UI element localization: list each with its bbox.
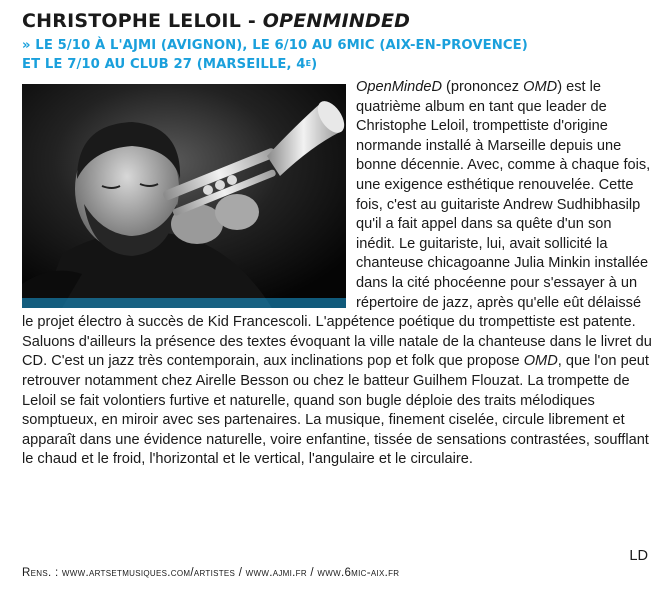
trumpeter-photo-illustration (22, 84, 346, 308)
body-text-1: (prononcez (442, 79, 524, 95)
concert-dates (22, 36, 652, 74)
dates-line-2-main: ET LE 7/10 AU CLUB 27 (MARSEILLE, 4 (22, 57, 306, 72)
article-headline (22, 8, 652, 34)
article (22, 8, 652, 470)
body-text-2: ) est le quatrième album en tant que leader de Christophe Leloil, trompettiste d'origine normande installé à Marseille depuis une bonne décennie. Avec, comme à chaque fois, une exigence esthétique renouvelée. Cette fois, c'est au guitariste Andrew Sudhibhasilp qu'il a fait appel dans sa quête d'un son inédit. Le guitariste, lui, avait sollicité la chanteuse chicagoanne Julia Minkin installée dans la cité phocéenne pour s'essayer à un répertoire de jazz, après qu'elle eût délaissé le projet électro à succès de Kid Francescoli. L'appétence poétique du trompettiste est patente. Saluons d'ailleurs la présence des textes évoquant la ville natale de la chanteuse dans le livret du CD. C'est un jazz très contemporain, aux inclinations pop et folk que propose (22, 79, 652, 370)
dates-line-1: » LE 5/10 À L'AJMI (AVIGNON), LE 6/10 AU 6MIC (AIX-EN-PROVENCE) (22, 38, 528, 53)
info-links: Rens. : www.artsetmusiques.com/artistes / www.ajmi.fr / www.6mic-aix.fr (22, 567, 400, 579)
article-body (22, 74, 652, 470)
headline-album: OPENMINDED (262, 10, 411, 32)
body-text-3: , que l'on peut retrouver notamment chez Airelle Besson ou chez le batteur Guilhem Flouzat. La trompette de Leloil se fait volontiers furtive et naturelle, quand son bugle déploie des traits mélodiques somptueux, en miroir avec ses partenaires. La musique, finement ciselée, circule librement et apparaît dans une évidence naturelle, voire enfantine, tissée de sensations contrastées, soufflant le chaud et le froid, l'horizontal et le vertical, l'angulaire et le circulaire. (22, 353, 649, 468)
author-signature: LD (629, 548, 648, 564)
body-omd-1: OMD (523, 79, 558, 95)
dates-line-2-sup: E (305, 59, 312, 68)
trumpeter-photo (22, 84, 346, 308)
body-omd-2: OMD (523, 353, 558, 370)
dates-line-2-end: ) (311, 57, 318, 72)
body-album-title: OpenMindeD (356, 79, 442, 95)
dates-line-2 (22, 55, 652, 74)
headline-artist: CHRISTOPHE LELOIL - (22, 10, 263, 32)
